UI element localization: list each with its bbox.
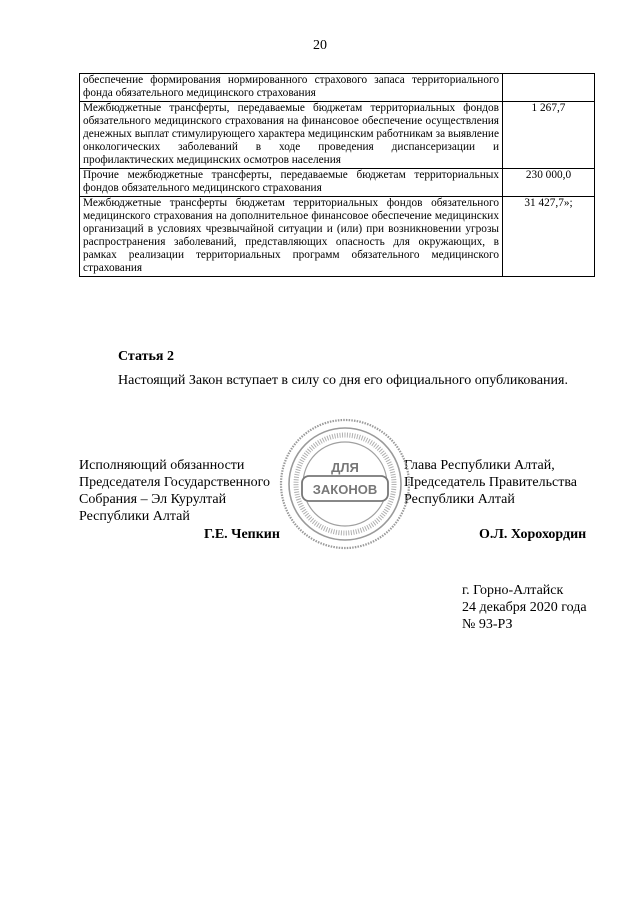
row-description: Межбюджетные трансферты бюджетам территориальных фондов обязательного медицинского страхования на дополнительное финансовое обеспечение медицинских организаций в условиях чрезвычайной ситуации и (или) при возникновении угрозы распространения заболеваний, представляющих опасность для окружающих, в рамках реализации территориальных программ обязательного медицинского страхования — [80, 197, 503, 277]
place-city: г. Горно-Алтайск — [462, 583, 564, 598]
official-stamp — [278, 417, 412, 551]
stamp-text-top: ДЛЯ — [331, 460, 359, 475]
signature-line: Председателя Государственного — [79, 475, 271, 490]
place-date: 24 декабря 2020 года — [462, 600, 587, 615]
signature-line: Председатель Правительства — [404, 475, 577, 490]
place-block — [462, 582, 587, 633]
signature-right — [404, 457, 577, 508]
law-number: № 93-РЗ — [462, 617, 513, 632]
signature-line: Глава Республики Алтай, — [404, 458, 555, 473]
row-amount — [503, 74, 595, 102]
row-amount: 31 427,7»; — [503, 197, 595, 277]
signature-line: Собрания – Эл Курултай — [79, 492, 227, 507]
row-description: Прочие межбюджетные трансферты, передаваемые бюджетам территориальных фондов обязательного медицинского страхования — [80, 169, 503, 197]
table-row — [80, 74, 595, 102]
stamp-text-bottom: ЗАКОНОВ — [312, 482, 378, 497]
signer-name-right: О.Л. Хорохордин — [479, 527, 587, 542]
table-row — [80, 102, 595, 169]
row-description: Межбюджетные трансферты, передаваемые бюджетам территориальных фондов обязательного медицинского страхования на финансовое обеспечение осуществления денежных выплат стимулирующего характера медицинским работникам за выявление онкологических заболеваний в ходе проведения диспансеризации и профилактических медицинских осмотров населения — [80, 102, 503, 169]
row-amount: 230 000,0 — [503, 169, 595, 197]
budget-table — [79, 73, 595, 277]
article-title: Статья 2 — [118, 349, 174, 364]
row-amount: 1 267,7 — [503, 102, 595, 169]
row-description: обеспечение формирования нормированного страхового запаса территориального фонда обязательного медицинского страхования — [80, 74, 503, 102]
signature-line: Исполняющий обязанности — [79, 458, 245, 473]
article-text: Настоящий Закон вступает в силу со дня его официального опубликования. — [118, 373, 568, 388]
signature-line: Республики Алтай — [404, 492, 515, 507]
page-number: 20 — [313, 38, 327, 53]
signature-line: Республики Алтай — [79, 509, 190, 524]
table-row — [80, 197, 595, 277]
signature-left — [79, 457, 270, 525]
table-row — [80, 169, 595, 197]
signer-name-left: Г.Е. Чепкин — [204, 527, 280, 542]
